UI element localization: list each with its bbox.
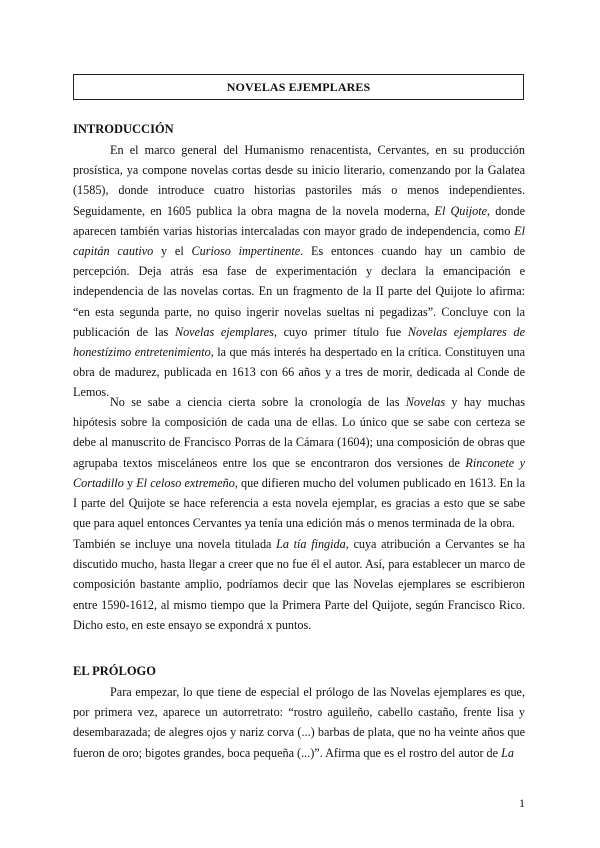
text-run: y	[123, 475, 137, 490]
document-title: NOVELAS EJEMPLARES	[226, 79, 371, 94]
italic-text-run: Novelas ejemplares	[174, 324, 274, 339]
text-run: y hay muchas hipótesis sobre la composición de cada una de ellas. Lo único que se sabe con certeza se debe al manuscrito de Francisco Porras de la Cámara (1604); una composición de obras que agrupaba textos misceláneos entre los que se encontraron dos versiones de	[73, 395, 526, 470]
text-run: , cuyo primer título fue	[273, 324, 408, 339]
text-run: No se sabe a ciencia cierta sobre la cronología de las	[110, 395, 406, 409]
text-run: También se incluye una novela titulada	[73, 537, 277, 551]
italic-text-run: Novelas ejemplares de honestízimo entretenimiento	[73, 324, 525, 360]
paragraph	[73, 140, 525, 403]
italic-text-run: Novelas	[405, 395, 446, 409]
italic-text-run: El Quijote	[434, 203, 488, 218]
text-run: Para empezar, lo que tiene de especial el prólogo de las Novelas ejemplares es que, por primera vez, aparece un autorretrato: “rostro aguileño, cabello castaño, frente lisa y desembarazada; de alegres ojos y nariz corva (...) barbas de plata, que no ha veinte años que fueron de oro; bigotes grandes, boca pequeña (...)”. Afirma que es el rostro del autor de	[73, 685, 525, 760]
text-run: , la que más interés ha despertado en la crítica. Constituyen una obra de madurez, publicada en 1613 con 66 años y a tres de morir, dedicada al Conde de Lemos.	[73, 345, 525, 400]
italic-text-run: La	[501, 745, 514, 760]
section-heading-prologo: EL PRÓLOGO	[73, 664, 157, 678]
italic-text-run: El celoso extremeño	[136, 475, 235, 490]
italic-text-run: La tía fingida	[276, 537, 346, 551]
italic-text-run: Rinconete y Cortadillo	[73, 455, 525, 490]
text-run: En el marco general del Humanismo renacentista, Cervantes, en su producción prosística, ya compone novelas cortas desde su inicio literario, comenzando por la Galatea (1585), donde introduce cuatro historias pastoriles más o menos independientes. Seguidamente, en 1605 publica la obra magna de la novela moderna,	[73, 143, 525, 218]
text-run: y el	[153, 244, 192, 259]
italic-text-run: El capitán cautivo	[73, 223, 525, 259]
page-number: 1	[519, 796, 525, 810]
italic-text-run: Curioso impertinente	[191, 244, 301, 259]
text-run: , cuya atribución a Cervantes se ha discutido mucho, hasta llegar a creer que no fue él el autor. Así, para establecer un marco de composición bastante amplio, podríamos decir que las Novelas ejemplares se escribieron entre 1590-1612, al mismo tiempo que la Primera Parte del Quijote, según Francisco Rico. Dicho esto, en este ensayo se expondrá x puntos.	[73, 537, 525, 632]
document-title-box	[73, 74, 524, 100]
paragraph	[73, 534, 525, 635]
section-heading-introduccion: INTRODUCCIÓN	[73, 122, 174, 136]
text-run: , donde aparecen también varias historias intercaladas con mayor grado de independencia, como	[73, 203, 525, 238]
text-run: . Es entonces cuando hay un cambio de percepción. Deja atrás esa fase de experimentación y declara la emancipación e independencia de las novelas cortas. En un fragmento de la II parte del Quijote lo afirma: “en esta segunda parte, no quiso ingerir novelas sueltas ni pegadizas”. Concluye con la publicación de las	[73, 244, 525, 339]
text-run: , que difieren mucho del volumen publicado en 1613. En la I parte del Quijote se hace referencia a esta novela ejemplar, es gracias a esto que se sabe que para aquel entonces Cervantes ya tenía una edición más o menos terminada de la obra.	[73, 475, 525, 531]
paragraph	[73, 682, 525, 763]
paragraph	[73, 392, 525, 533]
